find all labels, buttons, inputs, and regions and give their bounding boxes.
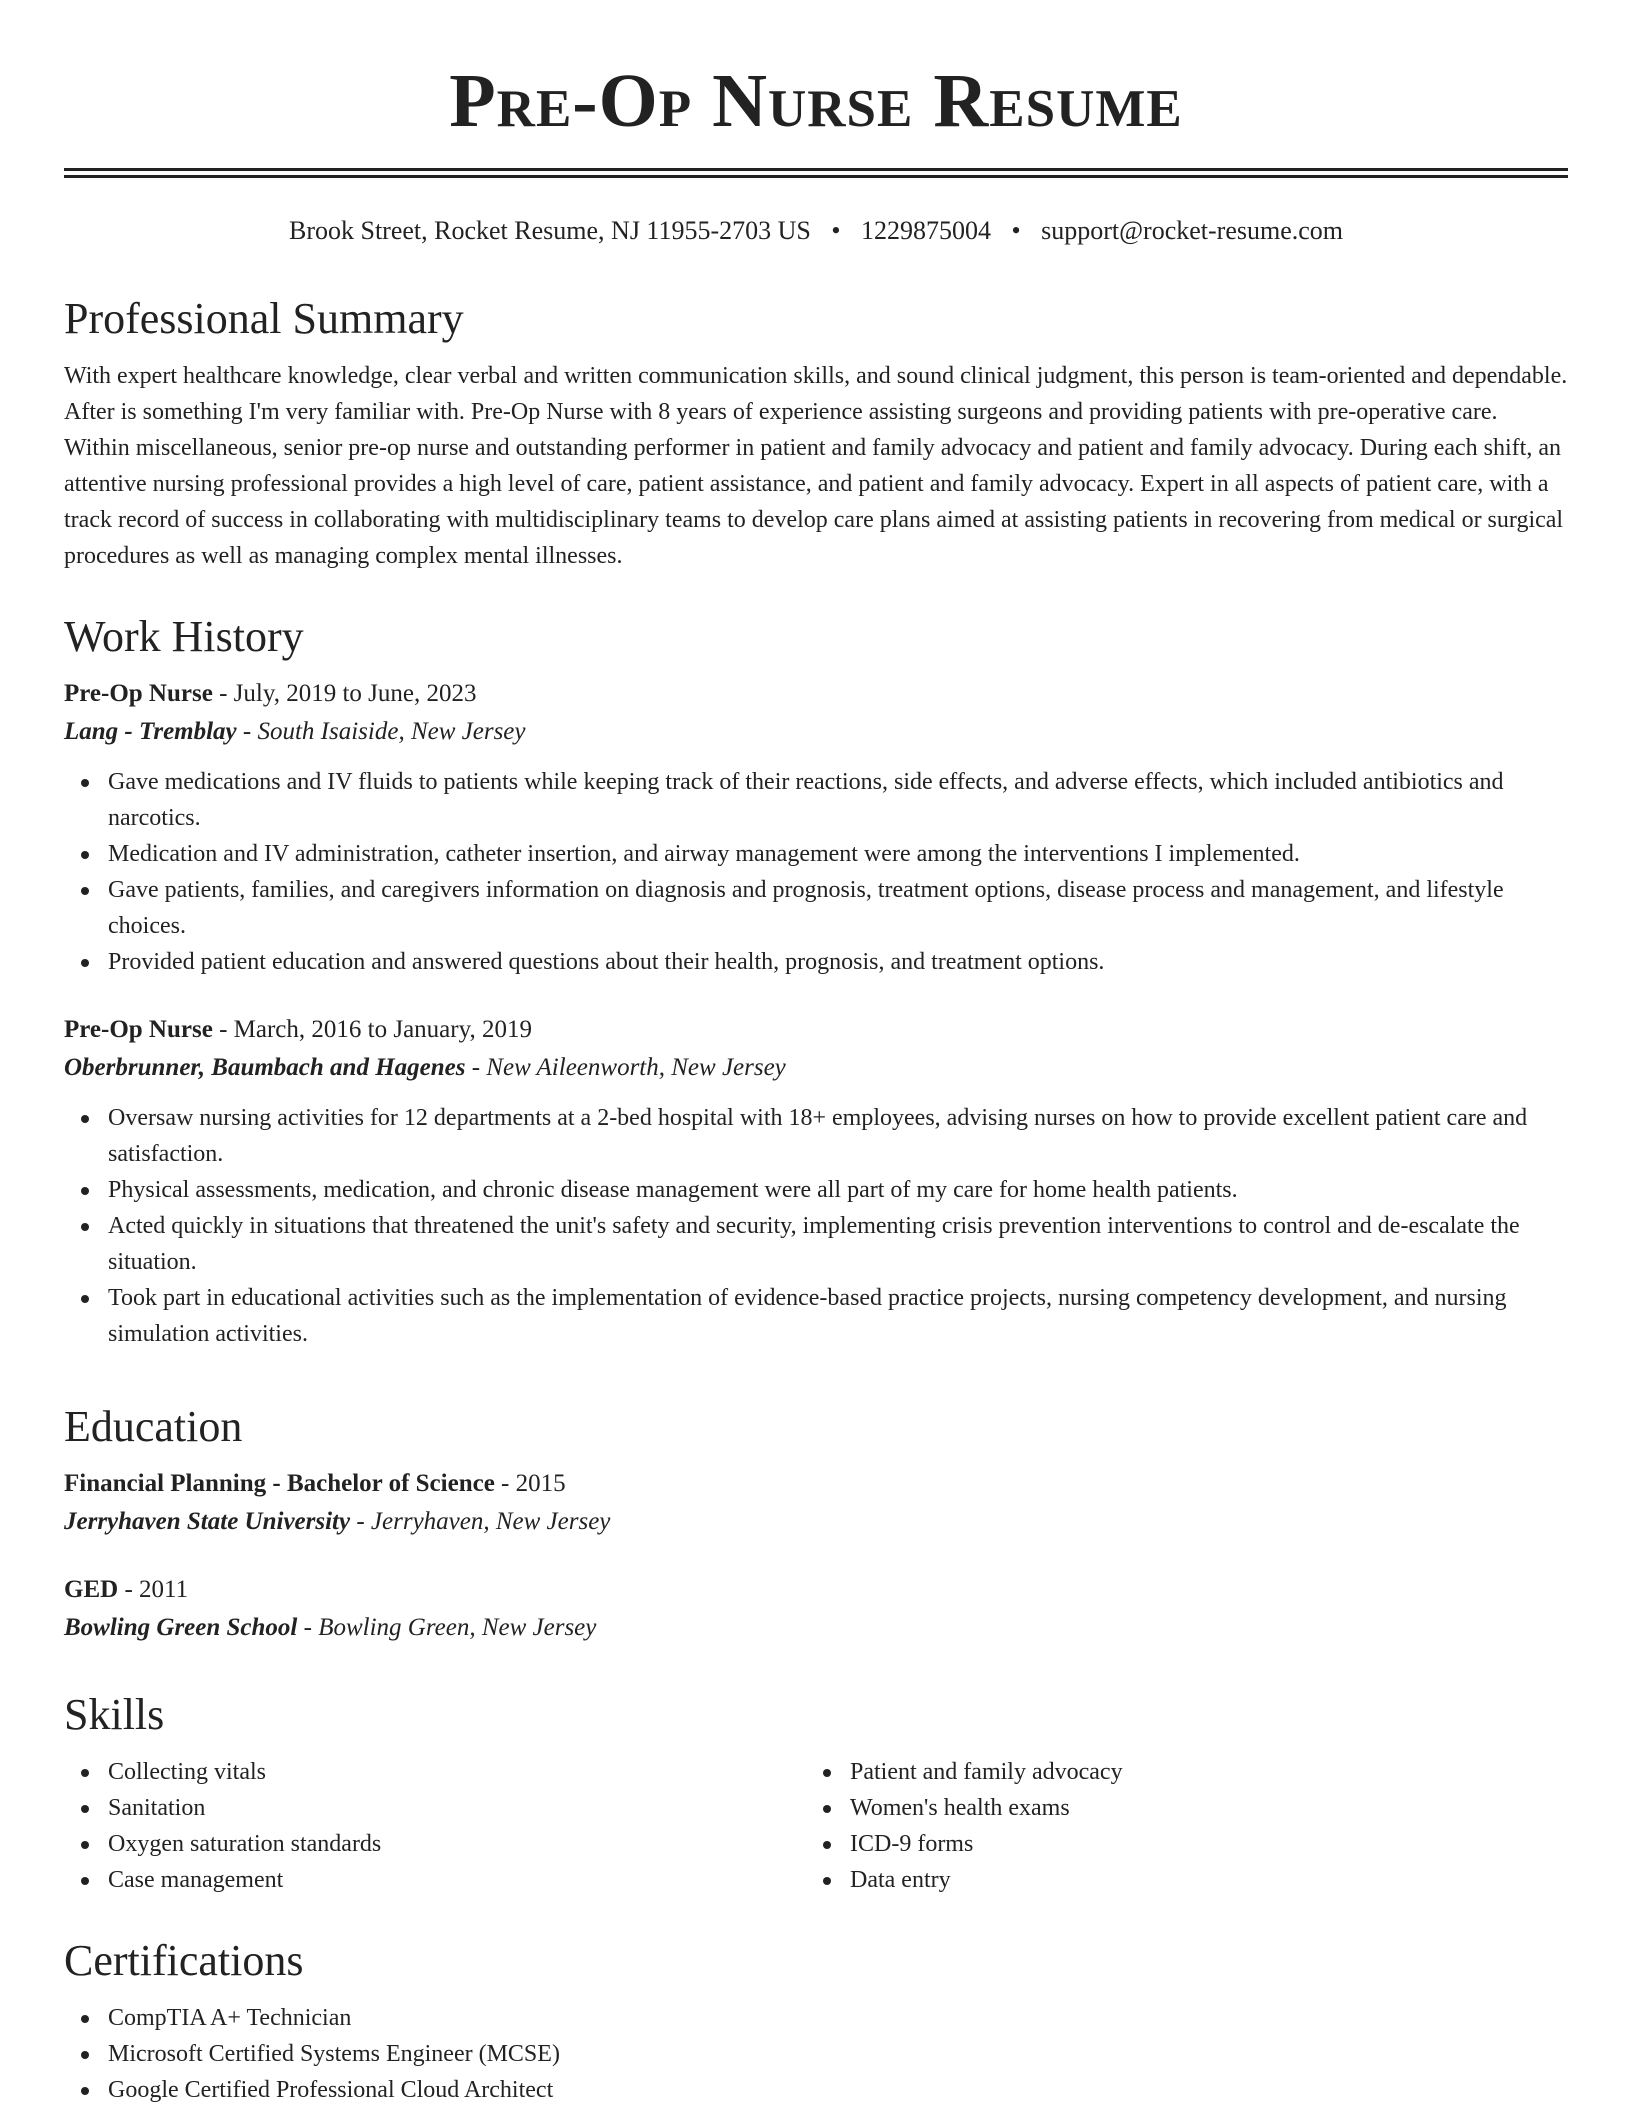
certification-item: CompTIA A+ Technician <box>64 2000 1568 2036</box>
section-heading-work: Work History <box>64 612 304 661</box>
education-header <box>64 1465 1568 1503</box>
education-entry <box>64 1571 1568 1647</box>
skills-section <box>64 1689 1568 1898</box>
job-entry <box>64 675 1568 980</box>
job-title: Pre-Op Nurse <box>64 680 213 707</box>
education-institution <box>64 1609 1568 1647</box>
education-year: - 2015 <box>494 1470 566 1497</box>
title-rule-bottom <box>64 175 1568 178</box>
job-header <box>64 675 1568 713</box>
contact-separator: • <box>1011 216 1021 245</box>
section-heading-skills: Skills <box>64 1690 165 1739</box>
education-school: Jerryhaven State University <box>64 1508 351 1535</box>
summary-section <box>64 293 1568 574</box>
job-duty: Physical assessments, medication, and chronic disease management were all part of my care for home health patients. <box>64 1172 1568 1208</box>
certifications-section <box>64 1935 1568 2108</box>
education-degree: GED <box>64 1576 119 1603</box>
contact-line <box>64 213 1568 249</box>
job-location: - South Isaiside, New Jersey <box>236 718 526 745</box>
contact-email: support@rocket-resume.com <box>1041 216 1344 245</box>
skill-item: Patient and family advocacy <box>806 1754 1548 1790</box>
education-school: Bowling Green School <box>64 1614 298 1641</box>
job-duty: Provided patient education and answered questions about their health, prognosis, and treatment options. <box>64 944 1568 980</box>
skill-item: Collecting vitals <box>64 1754 806 1790</box>
contact-phone: 1229875004 <box>860 216 991 245</box>
job-duties <box>64 1100 1568 1352</box>
skills-list-left <box>64 1754 806 1898</box>
contact-address: Brook Street, Rocket Resume, NJ 11955-2703 US <box>288 216 811 245</box>
job-duty: Acted quickly in situations that threatened the unit's safety and security, implementing crisis prevention interventions to control and de-escalate the situation. <box>64 1208 1568 1280</box>
job-company: Lang - Tremblay <box>64 718 237 745</box>
skills-columns <box>64 1754 1568 1898</box>
skill-item: Data entry <box>806 1862 1548 1898</box>
work-history-section <box>64 611 1568 1352</box>
education-location: - Jerryhaven, New Jersey <box>350 1508 611 1535</box>
job-title: Pre-Op Nurse <box>64 1016 213 1043</box>
education-degree: Financial Planning - Bachelor of Science <box>64 1470 495 1497</box>
skill-item: Case management <box>64 1862 806 1898</box>
title-rule-top <box>64 168 1568 171</box>
certification-item: Google Certified Professional Cloud Architect <box>64 2072 1568 2108</box>
summary-text: With expert healthcare knowledge, clear verbal and written communication skills, and sound clinical judgment, this person is team-oriented and dependable. After is something I'm very familiar with. Pre-Op Nurse with 8 years of experience assisting surgeons and providing patients with pre-operative care. Within miscellaneous, senior pre-op nurse and outstanding performer in patient and family advocacy and patient and family advocacy. During each shift, an attentive nursing professional provides a high level of care, patient assistance, and patient and family advocacy. Expert in all aspects of patient care, with a track record of success in collaborating with multidisciplinary teams to develop care plans aimed at assisting patients in recovering from medical or surgical procedures as well as managing complex mental illnesses. <box>64 363 1568 569</box>
job-company: Oberbrunner, Baumbach and Hagenes <box>64 1054 466 1081</box>
section-heading-education: Education <box>64 1402 243 1451</box>
job-duties <box>64 764 1568 980</box>
job-location: - New Aileenworth, New Jersey <box>465 1054 786 1081</box>
education-year: - 2011 <box>118 1576 189 1603</box>
education-section <box>64 1401 1568 1647</box>
skill-item: Sanitation <box>64 1790 806 1826</box>
job-duty: Gave medications and IV fluids to patients while keeping track of their reactions, side effects, and adverse effects, which included antibiotics and narcotics. <box>64 764 1568 836</box>
education-entry <box>64 1465 1568 1541</box>
skill-item: ICD-9 forms <box>806 1826 1548 1862</box>
section-heading-summary: Professional Summary <box>64 294 464 343</box>
section-heading-certifications: Certifications <box>64 1936 304 1985</box>
skill-item: Oxygen saturation standards <box>64 1826 806 1862</box>
job-header <box>64 1011 1568 1049</box>
resume-title: Pre-Op Nurse Resume <box>449 59 1183 143</box>
job-duty: Gave patients, families, and caregivers information on diagnosis and prognosis, treatment options, disease process and management, and lifestyle choices. <box>64 872 1568 944</box>
contact-separator: • <box>831 216 841 245</box>
education-institution <box>64 1503 1568 1541</box>
job-duty: Took part in educational activities such as the implementation of evidence-based practice projects, nursing competency development, and nursing simulation activities. <box>64 1280 1568 1352</box>
certifications-list <box>64 2000 1568 2108</box>
job-duty: Oversaw nursing activities for 12 departments at a 2-bed hospital with 18+ employees, advising nurses on how to provide excellent patient care and satisfaction. <box>64 1100 1568 1172</box>
skills-list-right <box>806 1754 1548 1898</box>
education-location: - Bowling Green, New Jersey <box>297 1614 597 1641</box>
skill-item: Women's health exams <box>806 1790 1548 1826</box>
job-employer <box>64 1049 1568 1087</box>
education-header <box>64 1571 1568 1609</box>
job-entry <box>64 1011 1568 1352</box>
job-dates: - March, 2016 to January, 2019 <box>212 1016 532 1043</box>
job-dates: - July, 2019 to June, 2023 <box>212 680 477 707</box>
job-duty: Medication and IV administration, catheter insertion, and airway management were among the interventions I implemented. <box>64 836 1568 872</box>
certification-item: Microsoft Certified Systems Engineer (MCSE) <box>64 2036 1568 2072</box>
job-employer <box>64 713 1568 751</box>
